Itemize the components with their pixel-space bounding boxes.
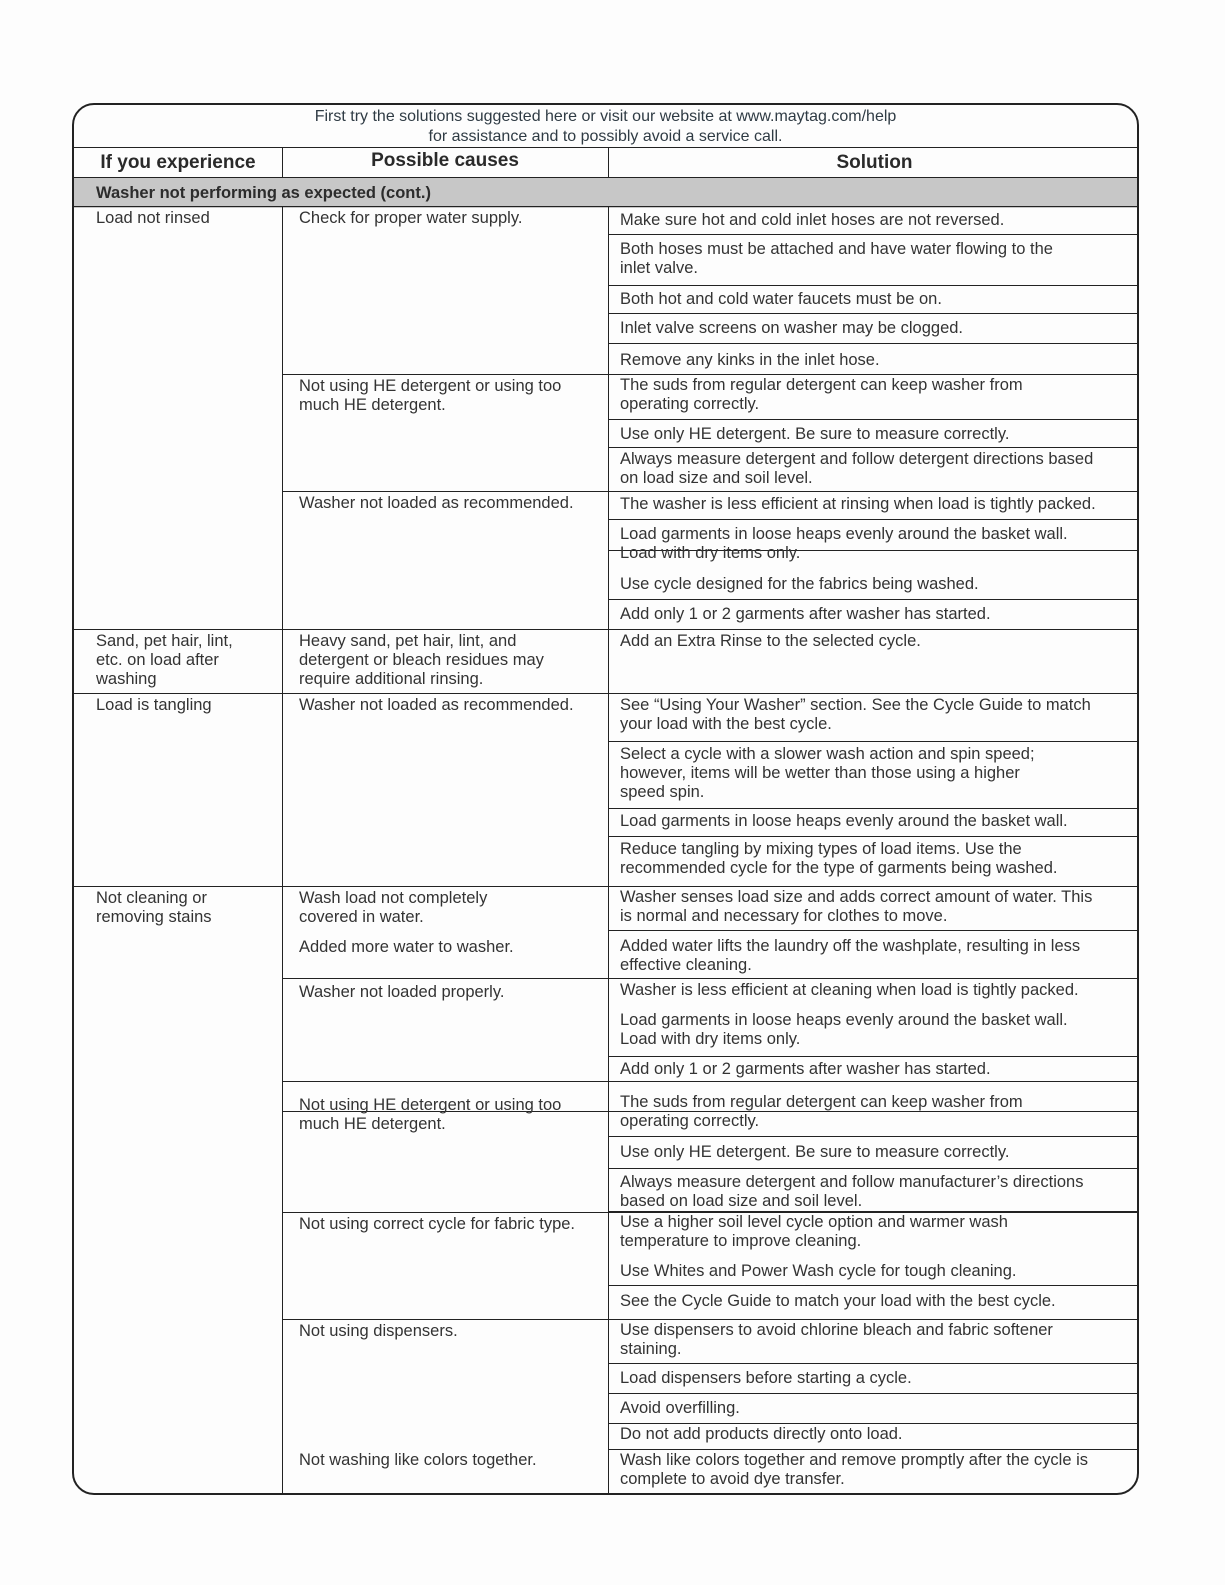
solution-divider bbox=[608, 629, 1139, 630]
solution-cell: Always measure detergent and follow manufacturer’s directions based on load size and soil level. bbox=[620, 1173, 1084, 1210]
solution-cell: Use cycle designed for the fabrics being washed. bbox=[620, 575, 979, 593]
solution-cell: Make sure hot and cold inlet hoses are not reversed. bbox=[620, 211, 1005, 229]
header-divider bbox=[608, 147, 609, 178]
experience-cell: Load is tangling bbox=[96, 696, 212, 714]
solution-divider bbox=[608, 836, 1139, 837]
solution-cell: Use a higher soil level cycle option and warmer wash temperature to improve cleaning. bbox=[620, 1213, 1008, 1250]
cause-divider bbox=[282, 374, 1139, 375]
solution-cell: Washer senses load size and adds correct amount of water. This is normal and necessary for clothes to move. bbox=[620, 888, 1093, 925]
solution-divider bbox=[608, 930, 1139, 931]
solution-cell: Use Whites and Power Wash cycle for tough cleaning. bbox=[620, 1262, 1017, 1280]
troubleshooting-table bbox=[72, 103, 1139, 1495]
cause-cell: Washer not loaded as recommended. bbox=[299, 494, 574, 512]
solution-divider bbox=[608, 1393, 1139, 1394]
header-solution: Solution bbox=[836, 152, 913, 173]
solution-cell: See the Cycle Guide to match your load with the best cycle. bbox=[620, 1292, 1056, 1310]
header-divider bbox=[282, 147, 283, 178]
solution-cell: Add only 1 or 2 garments after washer has started. bbox=[620, 1060, 991, 1078]
cause-cell: Not washing like colors together. bbox=[299, 1451, 537, 1469]
solution-cell: The washer is less efficient at rinsing when load is tightly packed. bbox=[620, 495, 1096, 513]
solution-cell: Load garments in loose heaps evenly around the basket wall. Load with dry items only. bbox=[620, 1011, 1068, 1048]
cause-cell: Heavy sand, pet hair, lint, and detergent or bleach residues may require additional rinsing. bbox=[299, 632, 544, 688]
cause-cell: Wash load not completely covered in water. bbox=[299, 889, 488, 926]
solution-divider bbox=[608, 1285, 1139, 1286]
cause-cell: Not using HE detergent or using too much HE detergent. bbox=[299, 1096, 562, 1133]
solution-divider bbox=[608, 285, 1139, 286]
cause-cell: Added more water to washer. bbox=[299, 938, 514, 956]
experience-divider bbox=[74, 886, 1139, 887]
cause-cell: Washer not loaded properly. bbox=[299, 983, 505, 1001]
cause-cell: Not using correct cycle for fabric type. bbox=[299, 1215, 576, 1233]
experience-cell: Load not rinsed bbox=[96, 209, 210, 227]
cause-cell: Not using dispensers. bbox=[299, 1322, 458, 1340]
solution-cell: Added water lifts the laundry off the washplate, resulting in less effective cleaning. bbox=[620, 937, 1081, 974]
solution-divider bbox=[608, 519, 1139, 520]
intro-note bbox=[74, 105, 1137, 147]
section-title: Washer not performing as expected (cont.) bbox=[74, 178, 1137, 208]
header-bottom-rule bbox=[74, 177, 1139, 178]
cause-divider bbox=[282, 978, 1139, 979]
solution-divider bbox=[608, 1056, 1139, 1057]
solution-cell: The suds from regular detergent can keep washer from operating correctly. bbox=[620, 1093, 1023, 1130]
intro-line-2: for assistance and to possibly avoid a service call. bbox=[428, 127, 783, 145]
experience-divider bbox=[74, 693, 1139, 694]
cause-divider bbox=[282, 1081, 1139, 1082]
solution-cell: Select a cycle with a slower wash action and spin speed; however, items will be wetter than those using a higher speed spin. bbox=[620, 745, 1035, 801]
solution-divider bbox=[608, 1211, 1139, 1212]
solution-cell: Remove any kinks in the inlet hose. bbox=[620, 351, 880, 369]
solution-cell: Load dispensers before starting a cycle. bbox=[620, 1369, 912, 1387]
solution-cell: Both hoses must be attached and have water flowing to the inlet valve. bbox=[620, 240, 1053, 277]
solution-cell: Load garments in loose heaps evenly around the basket wall. Load with dry items only. bbox=[620, 525, 1068, 562]
solution-divider bbox=[608, 1363, 1139, 1364]
solution-cell: Washer is less efficient at cleaning when load is tightly packed. bbox=[620, 981, 1079, 999]
solution-cell: The suds from regular detergent can keep washer from operating correctly. bbox=[620, 376, 1023, 413]
cause-divider bbox=[282, 1319, 1139, 1320]
solution-divider bbox=[608, 599, 1139, 600]
solution-divider bbox=[608, 741, 1139, 742]
cause-cell: Check for proper water supply. bbox=[299, 209, 523, 227]
cause-divider bbox=[282, 491, 1139, 492]
cause-cell: Not using HE detergent or using too much HE detergent. bbox=[299, 377, 562, 414]
column-divider-2 bbox=[608, 206, 609, 1495]
solution-cell: Load garments in loose heaps evenly around the basket wall. bbox=[620, 812, 1068, 830]
solution-cell: Wash like colors together and remove promptly after the cycle is complete to avoid dye transfer. bbox=[620, 1451, 1089, 1488]
solution-divider bbox=[608, 419, 1139, 420]
solution-divider bbox=[608, 234, 1139, 235]
solution-cell: Use only HE detergent. Be sure to measure correctly. bbox=[620, 425, 1010, 443]
solution-divider bbox=[608, 1136, 1139, 1137]
solution-cell: Use dispensers to avoid chlorine bleach and fabric softener staining. bbox=[620, 1321, 1053, 1358]
solution-cell: Do not add products directly onto load. bbox=[620, 1425, 903, 1443]
solution-cell: Add an Extra Rinse to the selected cycle. bbox=[620, 632, 921, 650]
solution-cell: Add only 1 or 2 garments after washer has started. bbox=[620, 605, 991, 623]
header-experience: If you experience bbox=[100, 152, 256, 173]
solution-cell: Both hot and cold water faucets must be on. bbox=[620, 290, 942, 308]
solution-cell: See “Using Your Washer” section. See the Cycle Guide to match your load with the best cycle. bbox=[620, 696, 1091, 733]
section-bar-rule bbox=[74, 206, 1139, 207]
solution-cell: Avoid overfilling. bbox=[620, 1399, 740, 1417]
solution-cell: Inlet valve screens on washer may be clogged. bbox=[620, 319, 964, 337]
cause-cell: Washer not loaded as recommended. bbox=[299, 696, 574, 714]
solution-cell: Use only HE detergent. Be sure to measure correctly. bbox=[620, 1143, 1010, 1161]
experience-cell: Not cleaning or removing stains bbox=[96, 889, 212, 926]
solution-divider bbox=[608, 447, 1139, 448]
solution-cell: Always measure detergent and follow detergent directions based on load size and soil level. bbox=[620, 450, 1094, 487]
intro-line-1: First try the solutions suggested here or visit our website at www.maytag.com/help bbox=[314, 108, 897, 125]
solution-divider bbox=[608, 1423, 1139, 1424]
solution-divider bbox=[608, 808, 1139, 809]
solution-divider bbox=[608, 1449, 1139, 1450]
column-divider-1 bbox=[282, 206, 283, 1495]
solution-cell: Reduce tangling by mixing types of load items. Use the recommended cycle for the type of garments being washed. bbox=[620, 840, 1058, 877]
experience-cell: Sand, pet hair, lint, etc. on load after washing bbox=[96, 632, 233, 688]
solution-divider bbox=[608, 343, 1139, 344]
solution-divider bbox=[608, 1168, 1139, 1169]
header-causes: Possible causes bbox=[371, 150, 519, 171]
solution-divider bbox=[608, 313, 1139, 314]
header-top-rule bbox=[74, 147, 1139, 148]
